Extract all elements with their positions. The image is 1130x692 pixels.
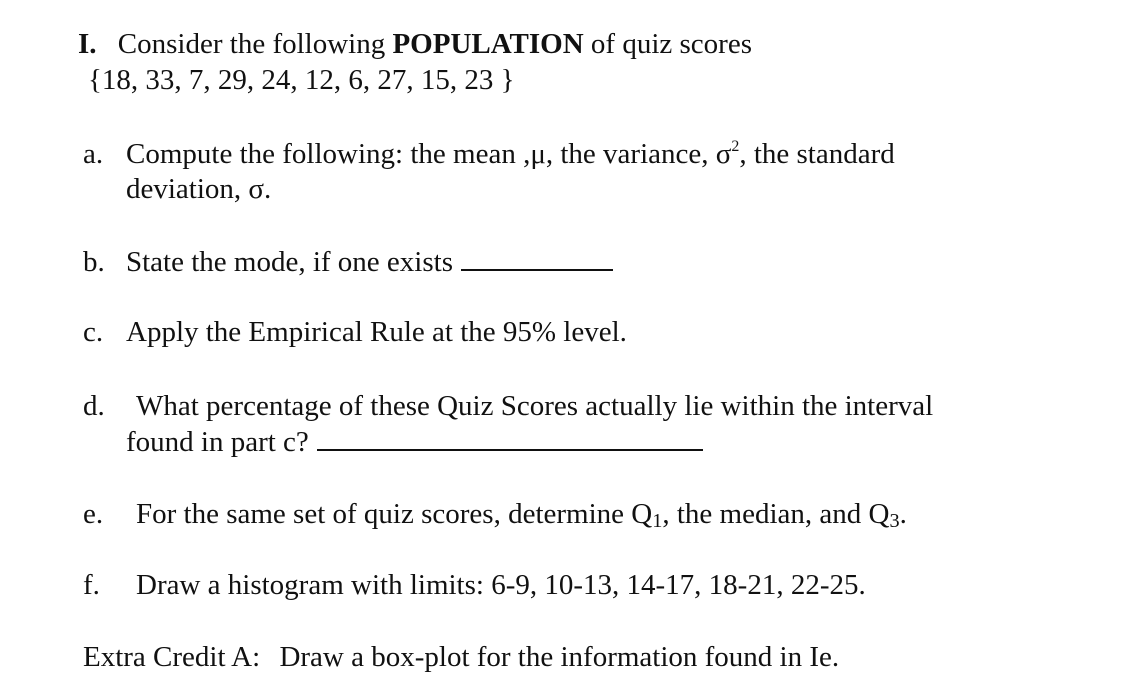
part-a-line1-end: , the standard	[739, 138, 895, 170]
part-c-text: Apply the Empirical Rule at the 95% level.	[126, 316, 627, 348]
part-b-text: State the mode, if one exists	[126, 246, 453, 278]
part-d-line1	[83, 392, 933, 421]
problem-heading	[78, 30, 752, 59]
part-a-line2: deviation, σ.	[126, 173, 272, 205]
part-c	[83, 318, 627, 347]
part-d-line2-text: found in part c?	[126, 426, 309, 458]
part-e-text-before: For the same set of quiz scores, determine Q	[136, 498, 653, 530]
part-d-line1-text: What percentage of these Quiz Scores actually lie within the interval	[136, 390, 934, 422]
part-f-letter: f.	[83, 569, 100, 601]
part-f	[83, 571, 866, 600]
part-a-line1-text: Compute the following: the mean ,μ, the variance, σ	[126, 138, 732, 170]
part-b	[83, 248, 613, 277]
part-e-letter: e.	[83, 498, 104, 530]
extra-credit-text: Draw a box-plot for the information found in Ie.	[279, 641, 840, 673]
q1-subscript: 1	[652, 510, 663, 533]
problem-data-set: {18, 33, 7, 29, 24, 12, 6, 27, 15, 23 }	[88, 64, 515, 96]
part-d-line2	[126, 428, 703, 457]
part-e-text-after: .	[899, 498, 907, 530]
variance-exponent: 2	[731, 138, 740, 156]
part-f-text: Draw a histogram with limits: 6-9, 10-13, 14-17, 18-21, 22-25.	[136, 569, 866, 601]
problem-intro-after: of quiz scores	[590, 28, 752, 60]
part-a-line1	[126, 140, 895, 169]
percentage-answer-blank	[317, 448, 703, 451]
q3-subscript: 3	[889, 510, 900, 533]
part-d-letter: d.	[83, 390, 105, 422]
part-e	[83, 498, 907, 533]
part-b-letter: b.	[83, 246, 105, 278]
part-e-text-middle: , the median, and Q	[662, 498, 890, 530]
problem-intro-bold: POPULATION	[392, 28, 584, 60]
part-a-letter: a.	[83, 138, 104, 170]
problem-intro-before: Consider the following	[117, 28, 386, 60]
extra-credit-label: Extra Credit A:	[83, 641, 261, 673]
part-c-letter: c.	[83, 316, 104, 348]
extra-credit	[83, 643, 839, 672]
mode-answer-blank	[461, 268, 613, 271]
problem-number: I.	[78, 28, 97, 60]
